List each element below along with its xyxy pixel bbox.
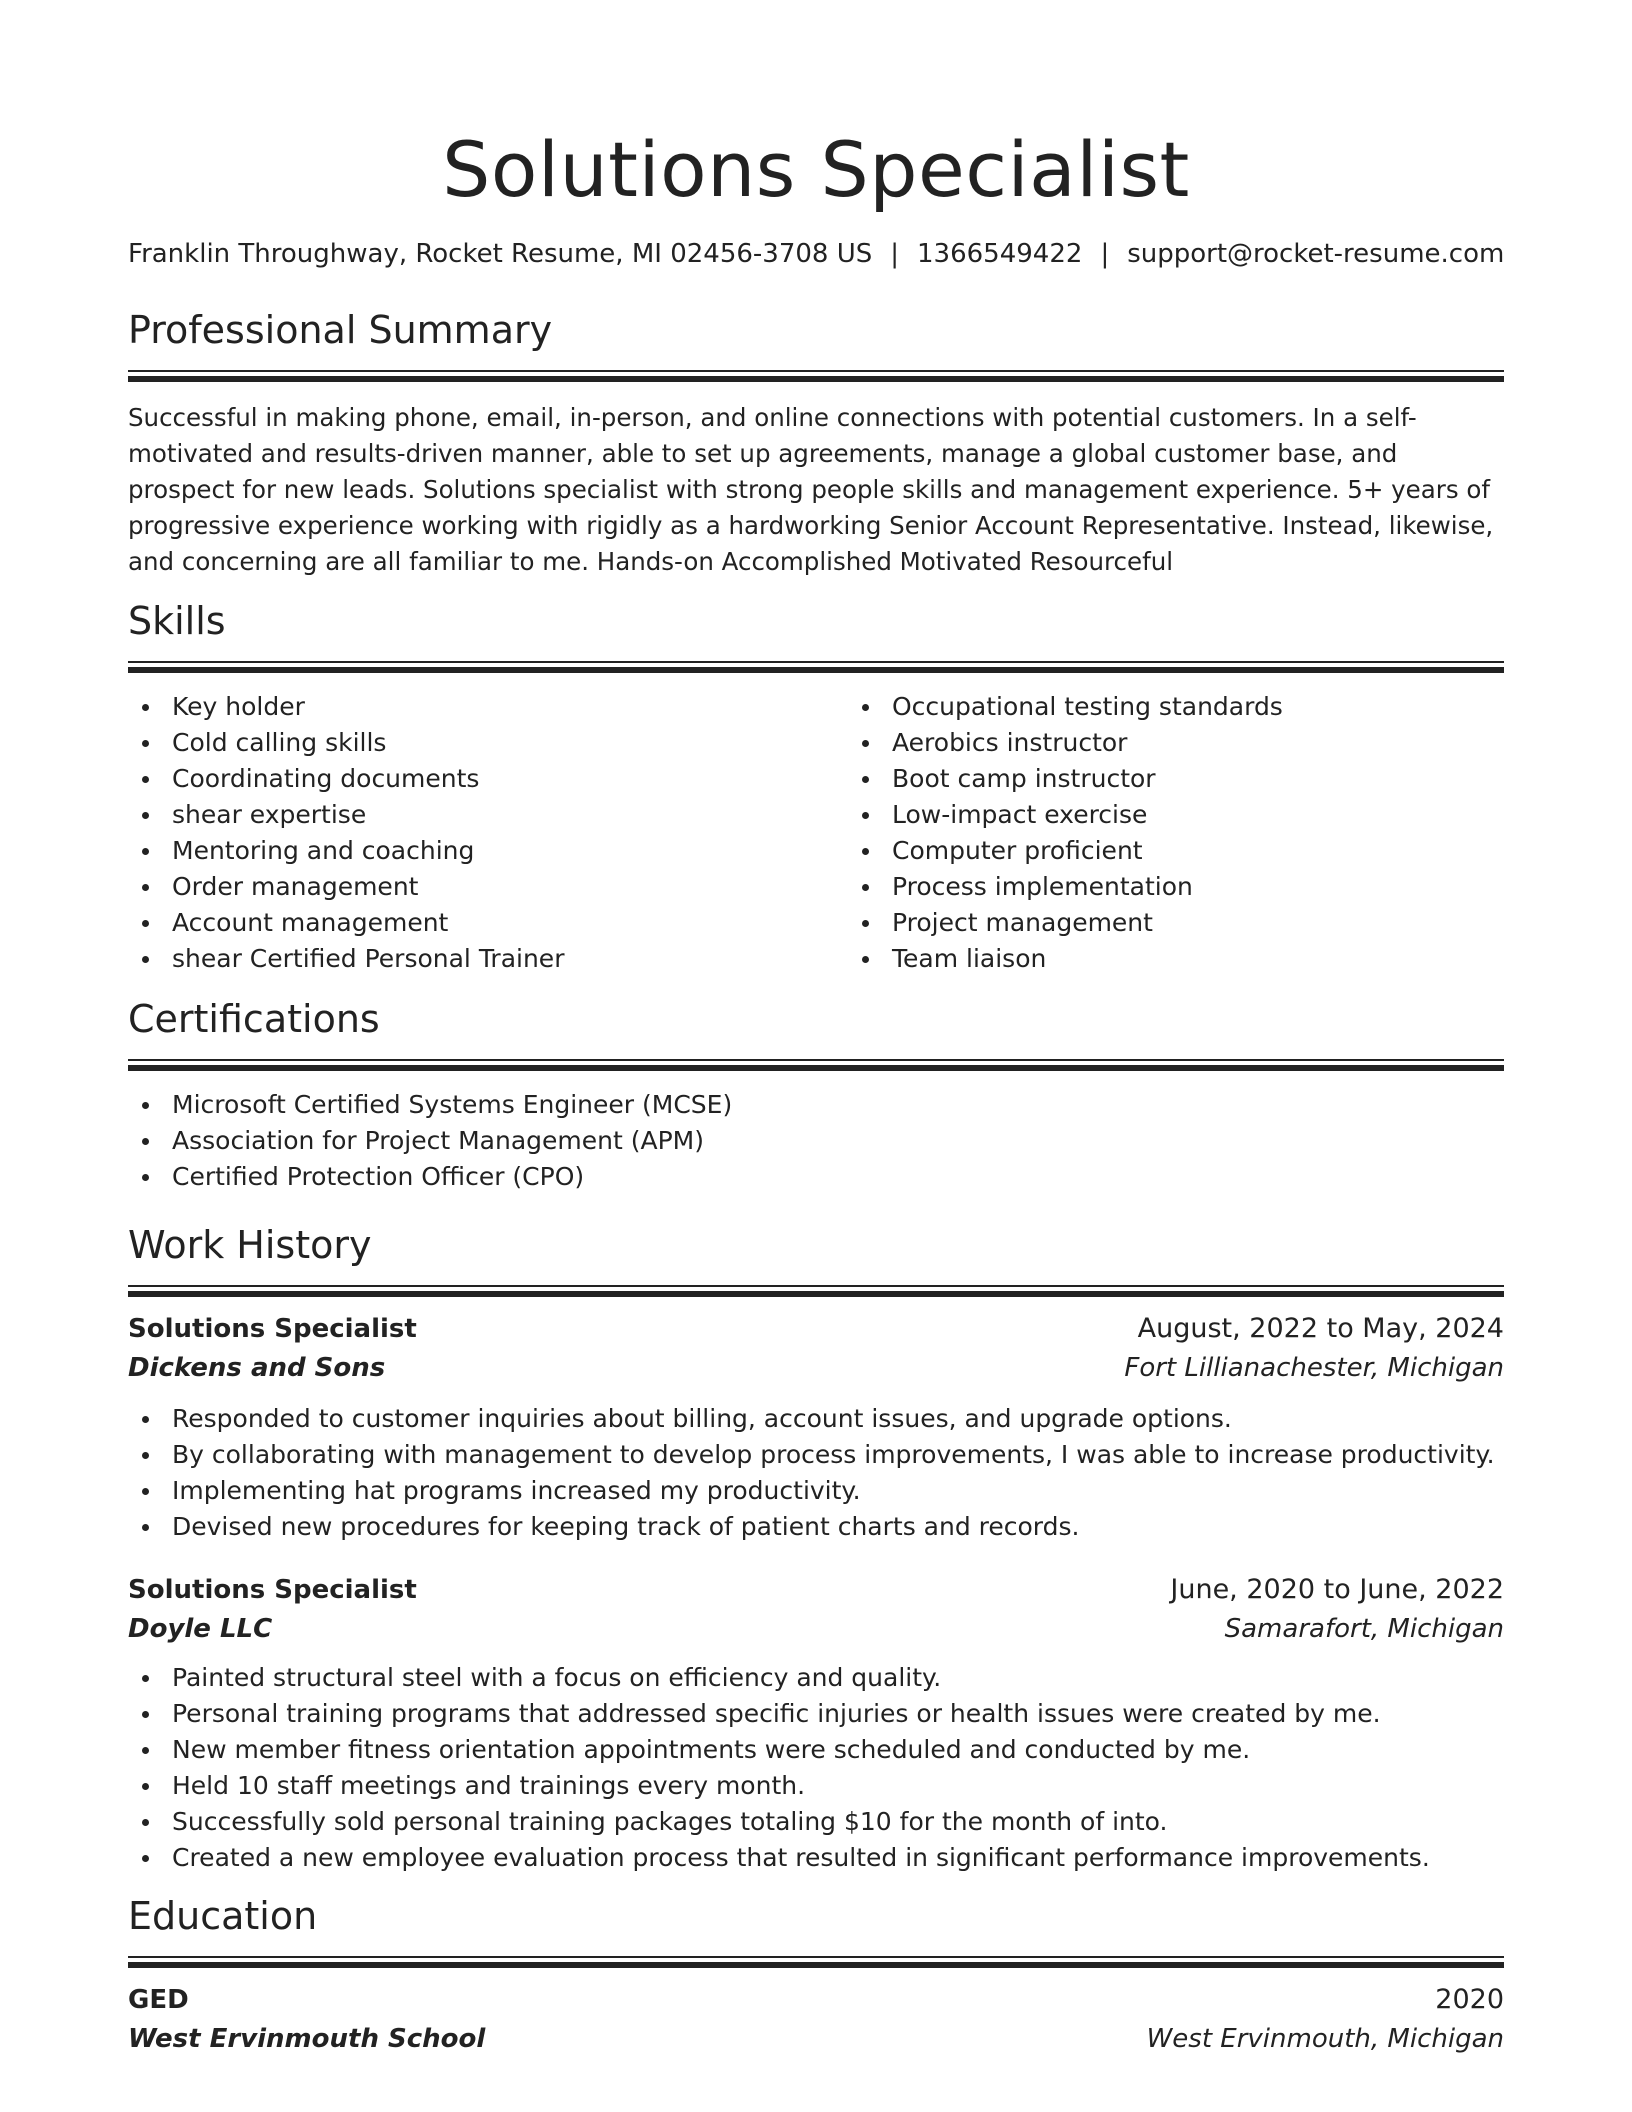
job-dates: June, 2020 to June, 2022 <box>1170 1574 1504 1605</box>
job-dates: August, 2022 to May, 2024 <box>1137 1313 1504 1344</box>
skill-item: Coordinating documents <box>128 761 816 797</box>
education-degree: GED <box>128 1985 189 2015</box>
job-bullets <box>128 1401 1504 1545</box>
skill-item: Occupational testing standards <box>848 689 1504 725</box>
education-location: West Ervinmouth, Michigan <box>1146 2024 1504 2054</box>
job-location: Samarafort, Michigan <box>1224 1614 1504 1644</box>
skill-item: Order management <box>128 869 816 905</box>
job-bullet: Implementing hat programs increased my productivity. <box>128 1473 1504 1509</box>
skills-section <box>128 597 1504 977</box>
job-bullet: Successfully sold personal training packages totaling $10 for the month of into. <box>128 1804 1504 1840</box>
section-heading-education: Education <box>128 1894 318 1938</box>
certification-item: Association for Project Management (APM) <box>128 1123 1504 1159</box>
section-divider <box>128 1285 1504 1298</box>
job-company-row <box>128 1609 1504 1649</box>
resume-title: Solutions Specialist <box>442 125 1190 214</box>
job-title: Solutions Specialist <box>128 1314 417 1344</box>
education-school: West Ervinmouth School <box>128 2024 486 2054</box>
summary-section <box>128 306 1504 580</box>
certifications-list <box>128 1087 1504 1195</box>
section-heading-certifications: Certifications <box>128 997 380 1041</box>
certification-item: Certified Protection Officer (CPO) <box>128 1159 1504 1195</box>
skills-list-left <box>128 689 816 977</box>
section-divider <box>128 661 1504 674</box>
contact-phone: 1366549422 <box>917 239 1083 269</box>
section-divider <box>128 1956 1504 1969</box>
contact-email: support@rocket-resume.com <box>1127 239 1505 269</box>
job-location: Fort Lillianachester, Michigan <box>1124 1353 1504 1383</box>
job-bullet: By collaborating with management to develop process improvements, I was able to increase productivity. <box>128 1437 1504 1473</box>
skill-item: shear expertise <box>128 797 816 833</box>
certification-item: Microsoft Certified Systems Engineer (MCSE) <box>128 1087 1504 1123</box>
job-bullet: Responded to customer inquiries about billing, account issues, and upgrade options. <box>128 1401 1504 1437</box>
skill-item: Aerobics instructor <box>848 725 1504 761</box>
section-heading-summary: Professional Summary <box>128 308 553 352</box>
contact-separator: | <box>890 239 900 269</box>
education-section <box>128 1892 1504 2059</box>
section-divider <box>128 370 1504 383</box>
job-header-row <box>128 1571 1504 1609</box>
skill-item: Mentoring and coaching <box>128 833 816 869</box>
skill-item: Low-impact exercise <box>848 797 1504 833</box>
job-company-row <box>128 1348 1504 1388</box>
skill-item: Cold calling skills <box>128 725 816 761</box>
summary-text: Successful in making phone, email, in-person, and online connections with potential customers. In a self-motivated and results-driven manner, able to set up agreements, manage a global customer base, and prospect for new leads. Solutions specialist with strong people skills and management experience. 5+ years of progressive experience working with rigidly as a hardworking Senior Account Representative. Instead, likewise, and concerning are all familiar to me. Hands-on Accomplished Motivated Resourceful <box>128 403 1494 576</box>
job-company: Doyle LLC <box>128 1614 273 1644</box>
section-heading-skills: Skills <box>128 599 226 643</box>
contact-address: Franklin Throughway, Rocket Resume, MI 02456-3708 US <box>128 239 873 269</box>
job-header-row <box>128 1310 1504 1348</box>
skills-list-right <box>816 689 1504 977</box>
job-company: Dickens and Sons <box>128 1353 386 1383</box>
skill-item: Account management <box>128 905 816 941</box>
skill-item: Project management <box>848 905 1504 941</box>
skill-item: Process implementation <box>848 869 1504 905</box>
job-bullet: Held 10 staff meetings and trainings every month. <box>128 1768 1504 1804</box>
skill-item: shear Certified Personal Trainer <box>128 941 816 977</box>
job-entry <box>128 1310 1504 1545</box>
certifications-section <box>128 995 1504 1195</box>
education-school-row <box>128 2019 1504 2059</box>
education-entry <box>128 1981 1504 2059</box>
skill-item: Computer proficient <box>848 833 1504 869</box>
section-heading-work: Work History <box>128 1223 372 1267</box>
job-title: Solutions Specialist <box>128 1575 417 1605</box>
job-entry <box>128 1571 1504 1876</box>
job-bullet: New member fitness orientation appointments were scheduled and conducted by me. <box>128 1732 1504 1768</box>
contact-separator: | <box>1100 239 1110 269</box>
skills-grid <box>128 689 1504 977</box>
job-bullet: Personal training programs that addressed specific injuries or health issues were created by me. <box>128 1696 1504 1732</box>
skill-item: Team liaison <box>848 941 1504 977</box>
job-bullet: Painted structural steel with a focus on efficiency and quality. <box>128 1660 1504 1696</box>
job-bullet: Devised new procedures for keeping track of patient charts and records. <box>128 1509 1504 1545</box>
job-bullets <box>128 1660 1504 1876</box>
section-divider <box>128 1059 1504 1072</box>
work-history-section <box>128 1221 1504 1876</box>
contact-line <box>128 236 1504 272</box>
skill-item: Boot camp instructor <box>848 761 1504 797</box>
education-header-row <box>128 1981 1504 2019</box>
education-year: 2020 <box>1435 1984 1504 2015</box>
skill-item: Key holder <box>128 689 816 725</box>
job-bullet: Created a new employee evaluation process that resulted in significant performance improvements. <box>128 1840 1504 1876</box>
